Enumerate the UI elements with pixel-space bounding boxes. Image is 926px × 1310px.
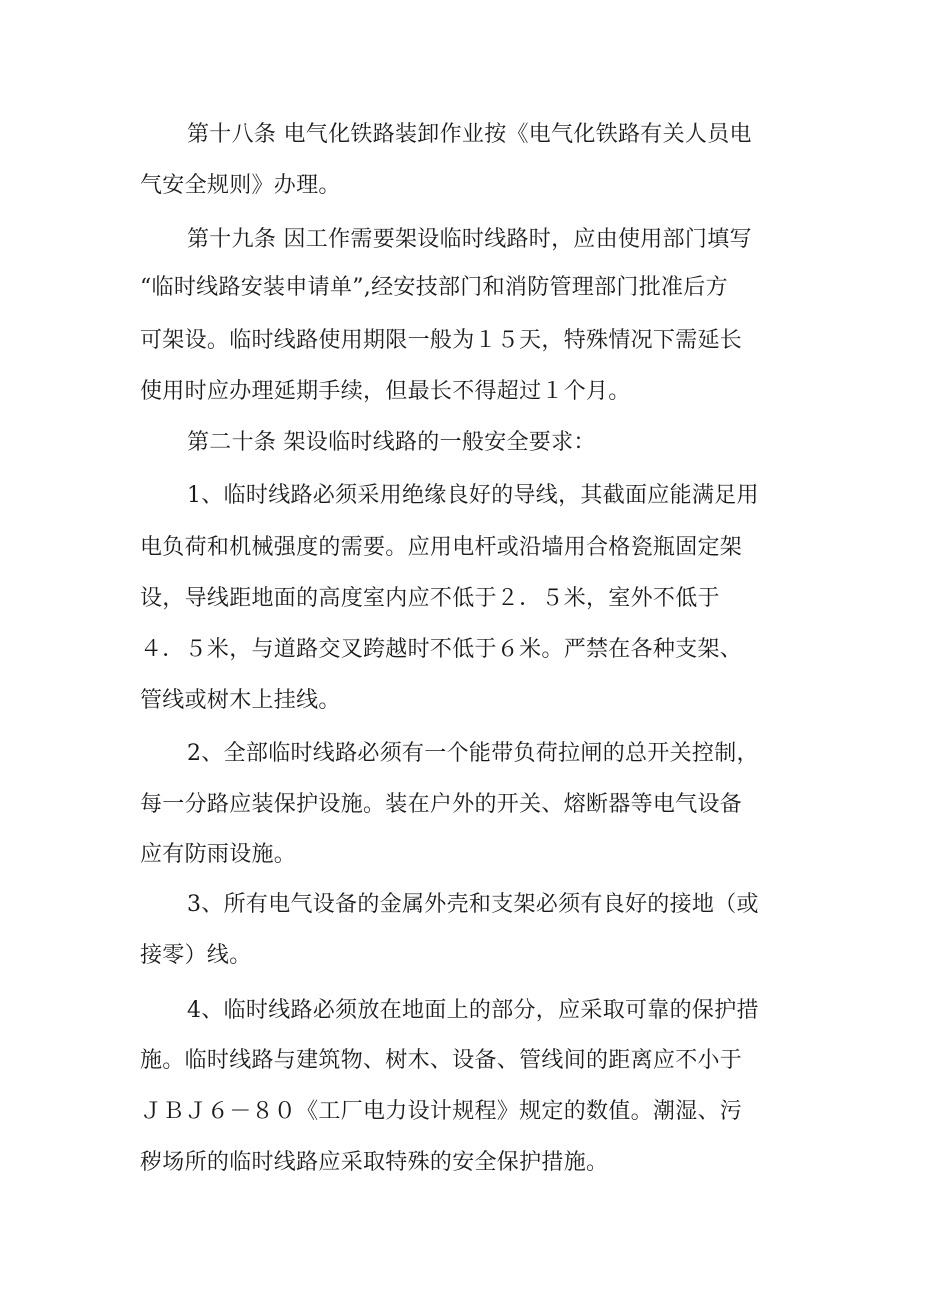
article-18-line-2: 气安全规则》办理。	[140, 173, 341, 198]
item-1-line-1: 1、临时线路必须采用绝缘良好的导线，其截面应能满足用	[187, 483, 759, 508]
item-4-line-3: ＪＢＪ６－８０《工厂电力设计规程》规定的数值。潮湿、污	[140, 1099, 743, 1124]
item-1-line-3: 设，导线距地面的高度室内应不低于２．５米，室外不低于	[140, 586, 720, 611]
item-3-line-2: 接零）线。	[140, 943, 252, 968]
item-3-line-1: 3、所有电气设备的金属外壳和支架必须有良好的接地（或	[187, 892, 759, 917]
item-2-line-3: 应有防雨设施。	[140, 842, 297, 867]
item-1-line-5: 管线或树木上挂线。	[140, 688, 341, 713]
article-19-line-1: 第十九条 因工作需要架设临时线路时，应由使用部门填写	[187, 227, 752, 252]
item-1-line-4: ４．５米，与道路交叉跨越时不低于６米。严禁在各种支架、	[140, 637, 743, 662]
article-19-line-4: 使用时应办理延期手续，但最长不得超过１个月。	[140, 379, 631, 404]
item-4-line-2: 施。临时线路与建筑物、树木、设备、管线间的距离应不小于	[140, 1048, 743, 1073]
article-19-line-3: 可架设。临时线路使用期限一般为１５天，特殊情况下需延长	[140, 328, 743, 353]
item-4-line-1: 4、临时线路必须放在地面上的部分，应采取可靠的保护措	[187, 998, 759, 1023]
item-1-line-2: 电负荷和机械强度的需要。应用电杆或沿墙用合格瓷瓶固定架	[140, 535, 743, 560]
item-2-line-1: 2、全部临时线路必须有一个能带负荷拉闸的总开关控制，	[187, 741, 759, 766]
article-18-line-1: 第十八条 电气化铁路装卸作业按《电气化铁路有关人员电	[187, 122, 752, 147]
item-4-line-4: 秽场所的临时线路应采取特殊的安全保护措施。	[140, 1150, 609, 1175]
article-20-heading: 第二十条 架设临时线路的一般安全要求：	[187, 430, 596, 455]
article-19-line-2: “临时线路安装申请单”,经安技部门和消防管理部门批准后方	[140, 275, 728, 300]
item-2-line-2: 每一分路应装保护设施。装在户外的开关、熔断器等电气设备	[140, 792, 743, 817]
